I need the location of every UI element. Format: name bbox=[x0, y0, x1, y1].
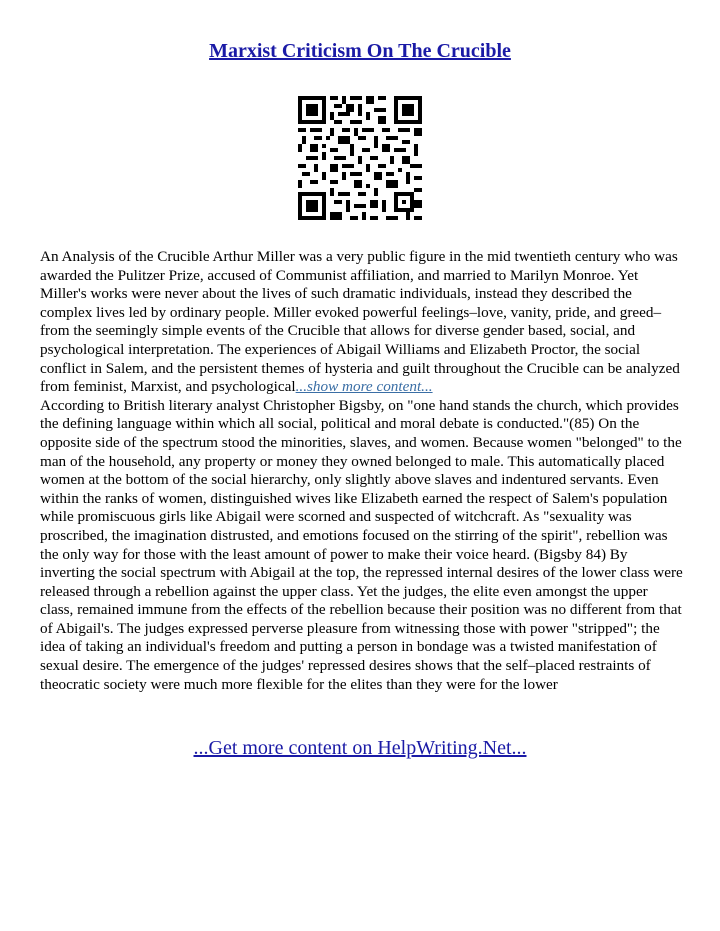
qr-code-icon bbox=[298, 96, 422, 220]
page-title[interactable]: Marxist Criticism On The Crucible bbox=[209, 40, 511, 62]
paragraph-1-text: An Analysis of the Crucible Arthur Miller was a very public figure in the mid twentieth century who was awarded the Pulitzer Prize, accused of Communist affiliation, and married to Marilyn Monroe. Yet Miller's works were never about the lives of such dramatic individuals, instead they described the complex lives led by ordinary people. Miller evoked powerful feelings–love, vanity, pride, and greed–from the seemingly simple events of the Crucible that allows for diverse gender based, social, and psychological interpretation. The experiences of Abigail Williams and Elizabeth Proctor, the social conflict in Salem, and the persistent themes of hysteria and guilt throughout the Crucible can be analyzed from feminist, Marxist, and psychological bbox=[40, 248, 680, 396]
article-body bbox=[40, 248, 684, 694]
show-more-link[interactable]: ...show more content... bbox=[295, 378, 433, 396]
article-paragraph-1 bbox=[40, 248, 684, 397]
article-paragraph-2: According to British literary analyst Christopher Bigsby, on "one hand stands the church, which provides the defining language within which all social, political and moral debate is conducted."(85) On the opposite side of the spectrum stood the minorities, slaves, and women. Because women "belonged" to the man of the household, any property or money they owned belonged to male. This automatically placed women at the bottom of the social hierarchy, only slightly above slaves and indentured servants. Even within the ranks of women, distinguished wives like Elizabeth earned the respect of Salem's population while promiscuous girls like Abigail were scorned and suspected of witchcraft. As "sexuality was proscribed, the imagination distrusted, and emotions focused on the stirring of the spirit", rebellion was the only way for those with the least amount of power to make their voice heard. (Bigsby 84) By inverting the social spectrum with Abigail at the top, the repressed internal desires of the lower class were released through a rebellion against the upper class. Yet the judges, the elite even amongst the upper class, remained immune from the effects of the rebellion because their position was no different from that of Abigail's. The judges expressed perverse pleasure from witnessing those with power "stripped"; the idea of taking an individual's freedom and putting a person in bondage was a twisted manifestation of sexual desire. The emergence of the judges' repressed desires shows that the self–placed restraints of theocratic society were much more flexible for the elites than they were for the lower bbox=[40, 396, 683, 693]
get-more-content-link[interactable]: ...Get more content on HelpWriting.Net... bbox=[193, 737, 527, 759]
